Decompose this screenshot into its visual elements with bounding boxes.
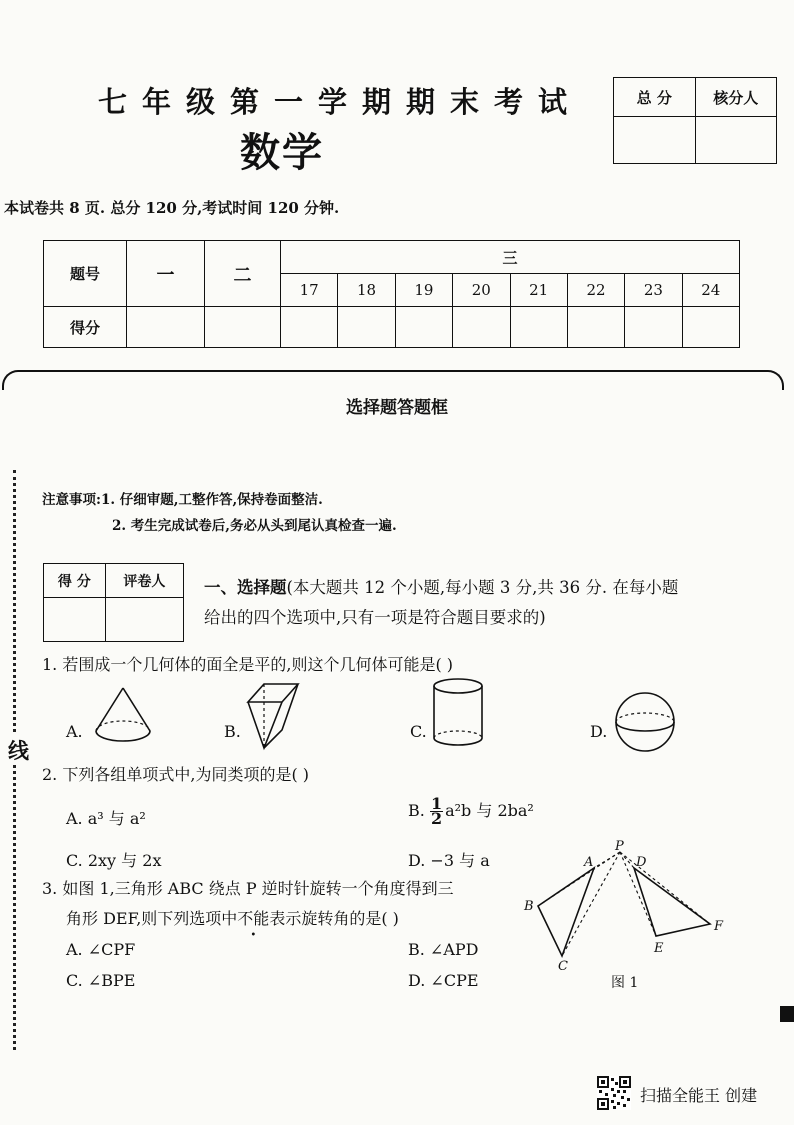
- point-label-e: E: [654, 941, 664, 956]
- question-header: 23: [625, 274, 682, 307]
- point-label-d: D: [636, 855, 647, 870]
- grader-header: 评卷人: [105, 564, 183, 598]
- binding-line-mark: 线: [8, 735, 29, 765]
- q1-option-a-label[interactable]: A.: [66, 722, 83, 741]
- total-score-header: 总 分: [614, 78, 696, 117]
- point-label-p: P: [615, 839, 624, 854]
- figure-1-caption: 图 1: [611, 975, 639, 991]
- question-header: 18: [338, 274, 395, 307]
- answer-box-border: [2, 370, 784, 390]
- section-one-heading: 一、选择题: [204, 578, 287, 597]
- point-label-b: B: [524, 899, 534, 914]
- score-cell[interactable]: [453, 307, 510, 348]
- question-header: 24: [682, 274, 739, 307]
- question-number-label: 题号: [44, 241, 127, 307]
- question-2-stem: 2. 下列各组单项式中,为同类项的是( ): [42, 765, 310, 784]
- cylinder-icon: [430, 676, 486, 750]
- question-3-stem-line2: [66, 906, 399, 929]
- q3-stem-post: 表示旋转角的是( ): [269, 909, 399, 928]
- total-score-cell[interactable]: [614, 117, 696, 164]
- part-two-header: 二: [205, 241, 281, 307]
- fraction-numerator: 1: [430, 794, 443, 813]
- question-header: 17: [281, 274, 338, 307]
- exam-title: 七年级第一学期期末考试: [98, 85, 583, 119]
- section-score-header: 得 分: [44, 564, 106, 598]
- triangle-abc: [538, 868, 594, 956]
- triangle-def: [634, 868, 710, 936]
- point-label-a: A: [584, 855, 594, 870]
- notes: [42, 487, 397, 539]
- subject-title: 数学: [240, 129, 324, 176]
- q3-stem-emphasis: 不能: [237, 909, 270, 928]
- fraction-denominator: 2: [430, 809, 443, 828]
- section-score-cell[interactable]: [44, 598, 106, 642]
- q2-option-b-prefix: B.: [408, 801, 425, 820]
- score-table: [43, 240, 740, 348]
- score-cell[interactable]: [205, 307, 281, 348]
- triangular-prism-icon: [244, 682, 302, 752]
- part-three-header: 三: [281, 241, 740, 274]
- total-score-table: [613, 77, 777, 164]
- q3-option-c[interactable]: C. ∠BPE: [66, 971, 136, 990]
- exam-intro: 本试卷共 8 页. 总分 120 分,考试时间 120 分钟.: [4, 199, 340, 217]
- scanner-watermark: 扫描全能王 创建: [640, 1086, 758, 1105]
- section-one-header: [204, 573, 744, 633]
- score-cell[interactable]: [281, 307, 338, 348]
- point-label-c: C: [558, 959, 568, 974]
- question-header: 19: [395, 274, 452, 307]
- q3-stem-pre: 角形 DEF,则下列选项中: [66, 909, 238, 928]
- registration-mark: [780, 1006, 794, 1022]
- grader-cell[interactable]: [105, 598, 183, 642]
- question-header: 21: [510, 274, 567, 307]
- q3-option-a[interactable]: A. ∠CPF: [66, 940, 136, 959]
- q2-option-a[interactable]: A. a³ 与 a²: [66, 809, 146, 828]
- q1-option-b-label[interactable]: B.: [224, 722, 241, 741]
- q2-option-b-text: a²b 与 2ba²: [445, 801, 534, 820]
- q1-option-c-label[interactable]: C.: [410, 722, 427, 741]
- q3-option-b[interactable]: B. ∠APD: [408, 940, 479, 959]
- score-cell[interactable]: [567, 307, 624, 348]
- qr-code-icon: [597, 1076, 631, 1110]
- q2-option-c[interactable]: C. 2xy 与 2x: [66, 851, 162, 870]
- question-header: 22: [567, 274, 624, 307]
- checker-header: 核分人: [695, 78, 777, 117]
- score-cell[interactable]: [338, 307, 395, 348]
- q3-option-d[interactable]: D. ∠CPE: [408, 971, 479, 990]
- section-one-desc: 给出的四个选项中,只有一项是符合题目要求的): [204, 608, 546, 627]
- cone-icon: [92, 685, 154, 745]
- score-cell[interactable]: [682, 307, 739, 348]
- section-one-desc: (本大题共 12 个小题,每小题 3 分,共 36 分. 在每小题: [286, 578, 679, 597]
- notes-item: 1. 仔细审题,工整作答,保持卷面整洁.: [100, 492, 323, 508]
- answer-box-title: 选择题答题框: [346, 398, 448, 418]
- point-label-f: F: [714, 919, 724, 934]
- q2-option-d[interactable]: D. −3 与 a: [408, 851, 490, 870]
- q2-option-b[interactable]: [408, 794, 534, 828]
- grader-table: [43, 563, 184, 642]
- score-cell[interactable]: [395, 307, 452, 348]
- question-header: 20: [453, 274, 510, 307]
- sphere-icon: [612, 690, 678, 754]
- score-cell[interactable]: [510, 307, 567, 348]
- checker-cell[interactable]: [695, 117, 777, 164]
- score-cell[interactable]: [127, 307, 205, 348]
- question-1-stem: 1. 若围成一个几何体的面全是平的,则这个几何体可能是( ): [42, 655, 454, 674]
- notes-item: 2. 考生完成试卷后,务必从头到尾认真检查一遍.: [112, 518, 397, 534]
- question-3-stem-line1: 3. 如图 1,三角形 ABC 绕点 P 逆时针旋转一个角度得到三: [42, 879, 454, 898]
- fraction-one-half: [430, 794, 443, 828]
- figure-1-rotation-diagram: [518, 838, 732, 980]
- score-row-label: 得分: [44, 307, 127, 348]
- q1-option-d-label[interactable]: D.: [590, 722, 608, 741]
- part-one-header: 一: [127, 241, 205, 307]
- notes-label: 注意事项:: [42, 492, 101, 508]
- score-cell[interactable]: [625, 307, 682, 348]
